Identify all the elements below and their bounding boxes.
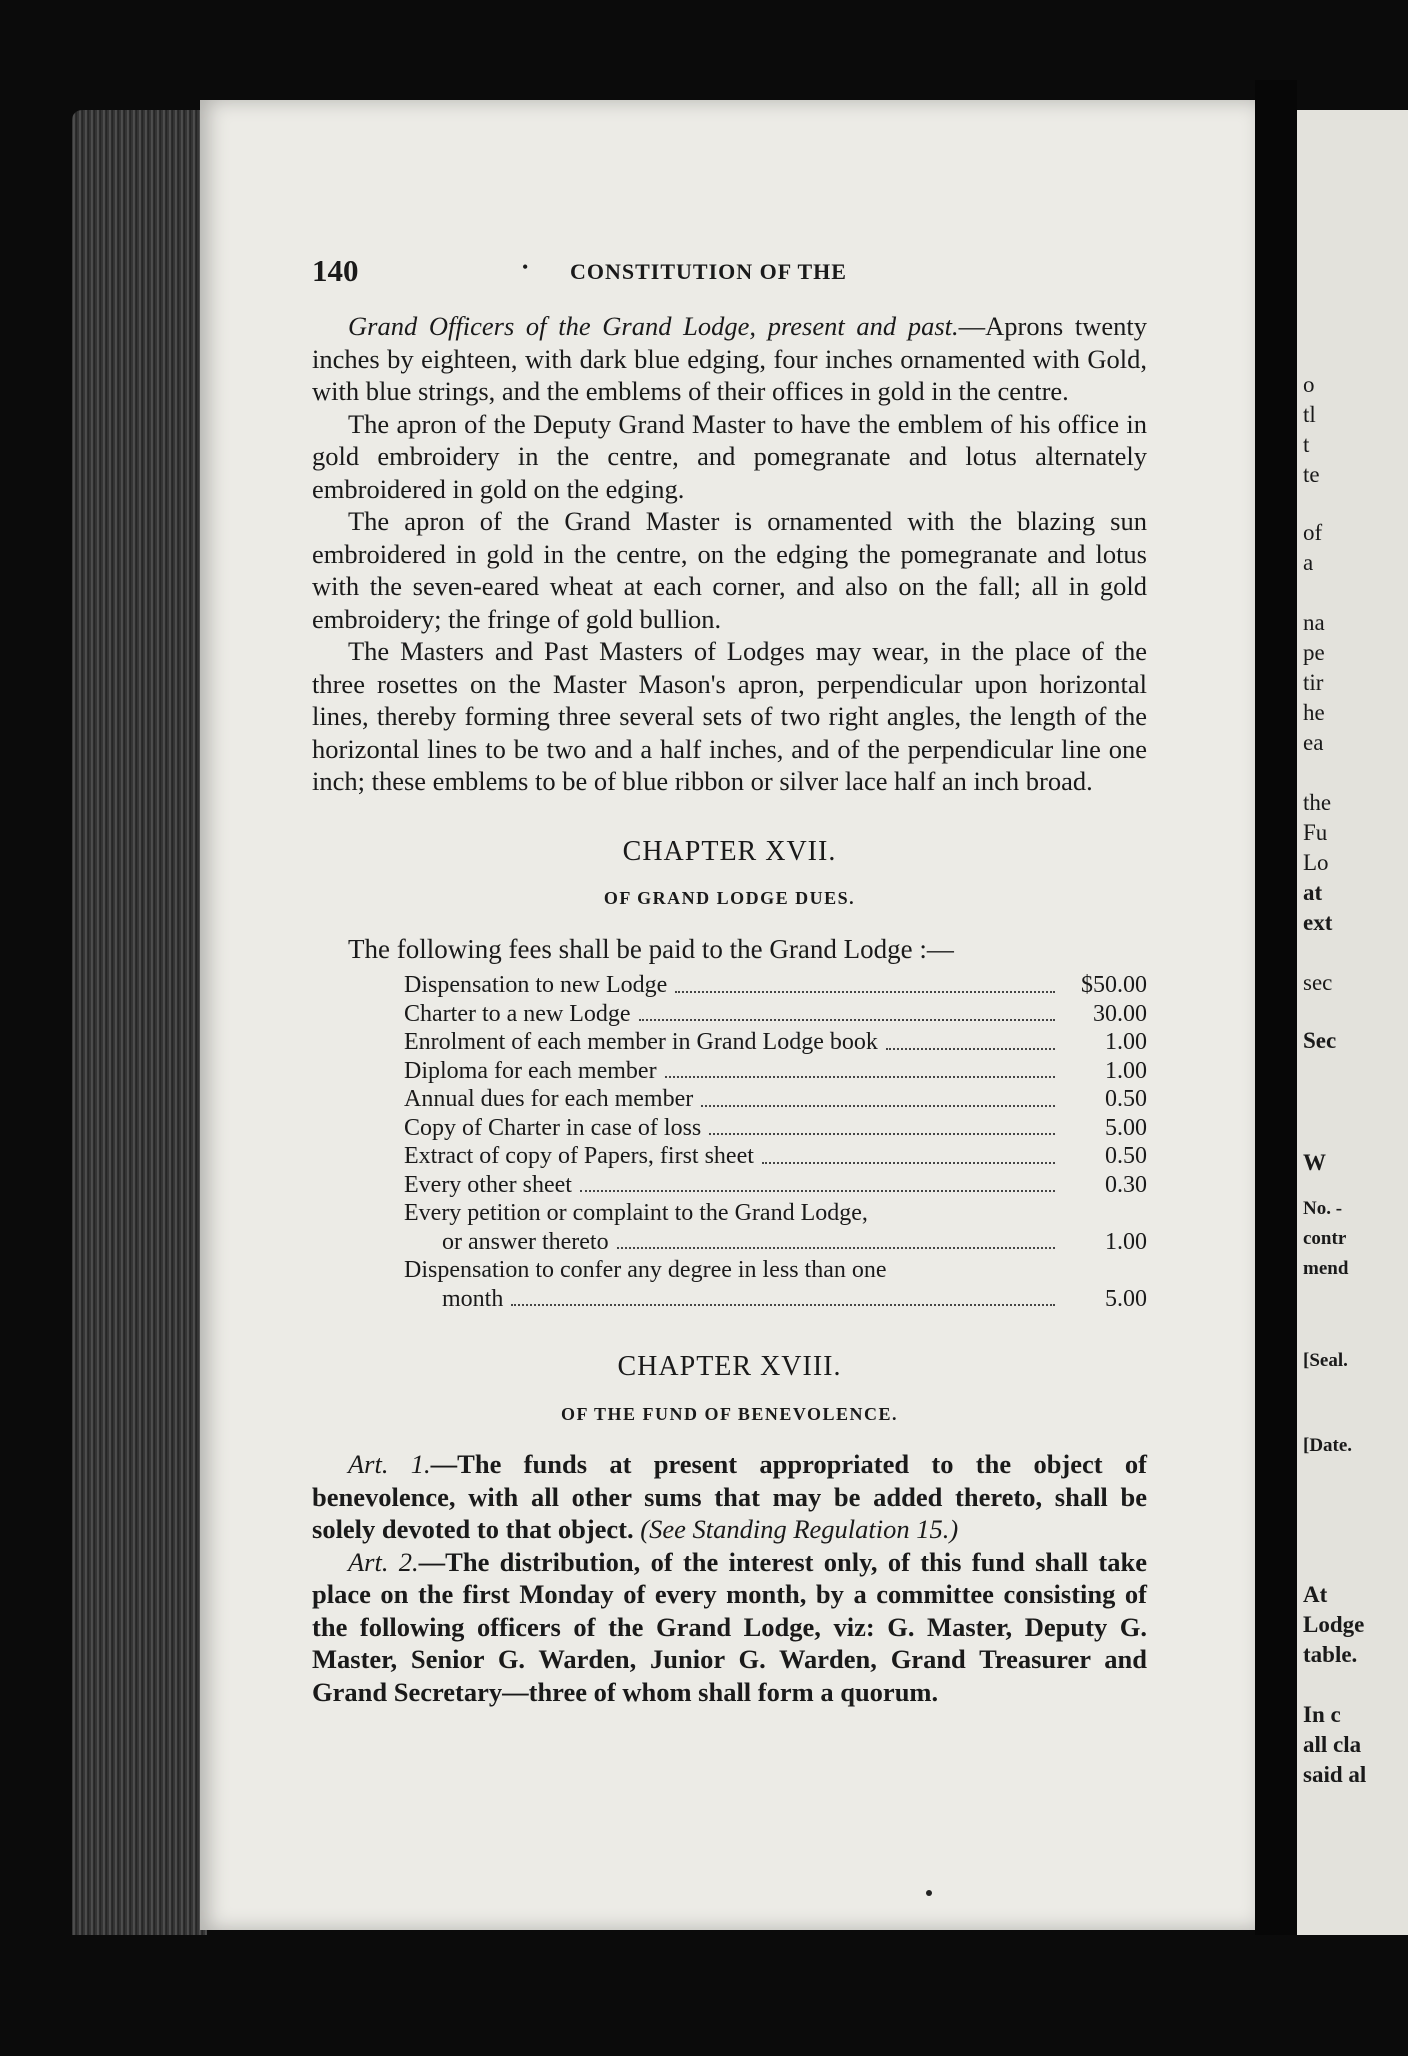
fee-row — [312, 1114, 1147, 1143]
running-head-mark: • — [522, 257, 529, 277]
facing-text: of — [1303, 520, 1323, 545]
facing-text: at — [1303, 880, 1323, 905]
facing-text: contr — [1303, 1228, 1347, 1249]
facing-text: all cla — [1303, 1732, 1362, 1757]
fee-row — [312, 1085, 1147, 1114]
facing-text: t — [1303, 432, 1310, 457]
fee-amount: 30.00 — [1093, 1000, 1147, 1027]
ink-dot — [926, 1890, 932, 1896]
chapter-xvii-subtitle: OF GRAND LODGE DUES. — [603, 888, 856, 908]
facing-text: he — [1303, 700, 1325, 725]
facing-text: ea — [1303, 730, 1324, 755]
leader-dots — [617, 1247, 1055, 1249]
facing-text: In c — [1303, 1702, 1341, 1727]
page-number: 140 — [312, 253, 359, 288]
fee-amount: 1.00 — [1105, 1029, 1147, 1055]
leader-dots — [886, 1048, 1055, 1050]
facing-page-fragment — [1297, 110, 1408, 1980]
facing-text: tir — [1303, 670, 1324, 695]
fee-row — [312, 1199, 1147, 1228]
leader-dots — [762, 1162, 1055, 1164]
article-reference: (See Standing Regulation 15.) — [640, 1514, 959, 1544]
paragraph-grand-officers-aprons — [312, 310, 1147, 408]
facing-text: Lodge — [1303, 1612, 1365, 1637]
fee-label: Copy of Charter in case of loss — [404, 1114, 702, 1141]
fee-row — [312, 971, 1147, 1000]
leader-dots — [511, 1304, 1055, 1306]
facing-text: tl — [1303, 402, 1316, 427]
chapter-xviii-subtitle: OF THE FUND OF BENEVOLENCE. — [560, 1403, 898, 1424]
facing-text: mend — [1303, 1258, 1349, 1279]
facing-text: Fu — [1303, 820, 1328, 845]
leader-dots — [639, 1019, 1055, 1021]
fee-label: Enrolment of each member in Grand Lodge book — [404, 1029, 878, 1055]
fee-schedule — [312, 971, 1147, 1313]
fee-row — [312, 1000, 1147, 1029]
leader-dots — [665, 1076, 1055, 1078]
article-number: Art. 2. — [348, 1546, 419, 1577]
fee-amount: 0.30 — [1105, 1171, 1147, 1198]
fee-label: Extract of copy of Papers, first sheet — [404, 1143, 754, 1169]
paragraph-grand-master-apron: The apron of the Grand Master is ornamented with the blazing sun embroidered in gold in the centre, on the edging the pomegranate and lotus with the seven-eared wheat at each corner, and also on the fall; all in gold embroidery; the fringe of gold bullion. — [312, 506, 1147, 634]
fee-label: Every petition or complaint to the Grand Lodge, — [404, 1200, 868, 1226]
leader-dots — [580, 1190, 1055, 1192]
article-1 — [312, 1448, 1147, 1546]
fee-amount: $50.00 — [1081, 972, 1147, 998]
facing-text: Lo — [1303, 850, 1329, 875]
fee-label: Diploma for each member — [404, 1057, 657, 1084]
fees-intro: The following fees shall be paid to the Grand Lodge :— — [348, 933, 954, 964]
facing-text: o — [1303, 372, 1315, 397]
fee-label: month — [442, 1285, 504, 1312]
facing-text: W — [1303, 1150, 1326, 1175]
facing-text: table. — [1303, 1642, 1358, 1667]
fee-amount: 1.00 — [1105, 1057, 1147, 1084]
article-number: Art. 1. — [348, 1449, 431, 1479]
fee-row — [312, 1142, 1147, 1171]
book-gutter — [1255, 80, 1297, 1960]
paragraph-heading: Grand Officers of the Grand Lodge, present and past. — [348, 311, 959, 341]
fee-label: Every other sheet — [404, 1171, 572, 1198]
fee-label: Charter to a new Lodge — [404, 1000, 631, 1027]
fee-row — [312, 1028, 1147, 1057]
fee-amount: 1.00 — [1105, 1228, 1147, 1255]
facing-text: [Date. — [1303, 1435, 1353, 1456]
leader-dots — [701, 1105, 1055, 1107]
facing-text: a — [1303, 550, 1314, 575]
facing-text: na — [1303, 610, 1325, 635]
fee-label: Dispensation to confer any degree in less than one — [404, 1257, 887, 1283]
fee-amount: 5.00 — [1105, 1114, 1147, 1141]
running-head-title: CONSTITUTION OF THE — [570, 259, 847, 284]
facing-text: said al — [1303, 1762, 1367, 1787]
fee-row — [312, 1228, 1147, 1257]
facing-text: No. - — [1303, 1198, 1343, 1219]
fee-amount: 0.50 — [1105, 1143, 1147, 1169]
fee-row — [312, 1057, 1147, 1086]
article-text: —The funds at present appropriated to the object of benevolence, with all other sums that may be added thereto, shall be solely devoted to that object. — [312, 1449, 1147, 1544]
paragraph-masters-emblems: The Masters and Past Masters of Lodges may wear, in the place of the three rosettes on the Master Mason's apron, perpendicular upon horizontal lines, thereby forming three several sets of two right angles, the length of the horizontal lines to be two and a half inches, and of the perpendicular line one inch; these emblems to be of blue ribbon or silver lace half an inch broad. — [312, 636, 1147, 796]
chapter-xviii-title: CHAPTER XVIII. — [617, 1351, 842, 1382]
paragraph-text: —Aprons twenty inches by eighteen, with dark blue edging, four inches ornamented with Gold, with blue strings, and the emblems of their offices in gold in the centre. — [312, 311, 1148, 406]
fee-label: Annual dues for each member — [404, 1086, 694, 1112]
page-body — [312, 310, 1147, 1708]
paragraph-deputy-grand-master-apron: The apron of the Deputy Grand Master to have the emblem of his office in gold embroidery in the centre, and pomegranate and lotus alternately embroidered in gold on the edging. — [312, 408, 1147, 504]
facing-text: sec — [1303, 970, 1333, 995]
fee-amount: 5.00 — [1105, 1285, 1147, 1312]
facing-text: At — [1303, 1582, 1328, 1607]
facing-text: ext — [1303, 910, 1333, 935]
chapter-xvii-title: CHAPTER XVII. — [622, 835, 837, 867]
article-2 — [312, 1546, 1147, 1709]
leader-dots — [675, 991, 1055, 993]
fee-label: Dispensation to new Lodge — [404, 972, 668, 998]
running-head — [312, 253, 1157, 293]
scan-background — [0, 1935, 1408, 2056]
facing-text: te — [1303, 462, 1320, 487]
fee-row — [312, 1285, 1147, 1314]
book-page-edges — [72, 110, 207, 1940]
fee-row — [312, 1171, 1147, 1200]
facing-text: pe — [1303, 640, 1325, 665]
fee-label: or answer thereto — [442, 1228, 609, 1255]
fee-amount: 0.50 — [1105, 1086, 1147, 1112]
facing-text: the — [1303, 790, 1332, 815]
article-text: —The distribution, of the interest only, of this fund shall take place on the first Monday of every month, by a committee consisting of the following officers of the Grand Lodge, viz: G. Master, Deputy G. Master, Senior G. Warden, Junior G. Warden, Grand Treasurer and Grand Secretary—three of whom shall form a quorum. — [312, 1546, 1147, 1707]
fee-row — [312, 1256, 1147, 1285]
facing-text: Sec — [1303, 1028, 1337, 1053]
facing-text: [Seal. — [1303, 1350, 1348, 1371]
leader-dots — [709, 1133, 1055, 1135]
